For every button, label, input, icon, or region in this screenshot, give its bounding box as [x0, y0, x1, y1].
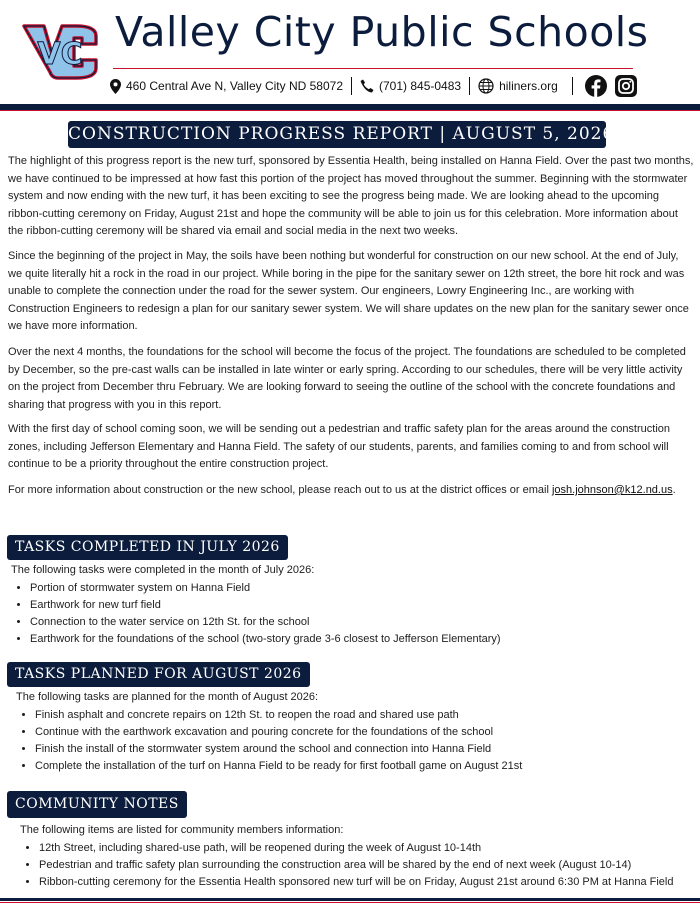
location-pin-icon — [110, 79, 121, 94]
paragraph-sewer: Since the beginning of the project in May, the soils have been nothing but wonderful for construction on our new school. At the end of July, we quite literally hit a rock in the road in our project. While boring in the pipe for the sanitary sewer on 12th street, the bore hit rock and was unable to complete the connection under the road for the sewer system. Our engineers, Lowry Engineering Inc., are working with Construction Engineers to redesign a plan for our sanitary sewer system. We will share updates on the new plan for the sanitary sewer once we have more information. — [8, 250, 689, 333]
website-text: hiliners.org — [499, 79, 558, 93]
globe-icon — [478, 78, 494, 94]
contact-text: For more information about construction or the new school, please reach out to us at the district offices or email — [8, 484, 552, 496]
website-item[interactable] — [478, 78, 558, 94]
address-text: 460 Central Ave N, Valley City ND 58072 — [126, 79, 344, 93]
list-item: • Portion of stormwater system on Hanna Field — [30, 580, 501, 597]
community-notes-intro: The following items are listed for community members information: — [20, 824, 344, 836]
list-item: • 12th Street, including shared-use path, will be reopened during the week of August 10-14th — [39, 840, 673, 857]
tasks-completed-heading: TASKS COMPLETED IN JULY 2026 — [7, 535, 288, 560]
phone-icon — [360, 79, 374, 93]
facebook-icon[interactable] — [585, 75, 607, 97]
community-notes-list — [23, 840, 673, 891]
list-item: • Ribbon-cutting ceremony for the Essentia Health sponsored new turf will be on Friday, August 21st around 6:30 PM at Hanna Field — [39, 874, 673, 891]
page-header — [0, 0, 700, 104]
social-links — [585, 75, 637, 97]
list-item: • Continue with the earthwork excavation and pouring concrete for the foundations of the school — [35, 724, 522, 741]
list-item: • Earthwork for new turf field — [30, 597, 501, 614]
phone-text: (701) 845-0483 — [379, 79, 462, 93]
title-divider — [113, 68, 633, 69]
contact-separator — [469, 77, 470, 95]
footer-accent-line — [0, 902, 700, 903]
list-item: • Earthwork for the foundations of the school (two-story grade 3-6 closest to Jefferson Elementary) — [30, 631, 501, 648]
tasks-completed-intro: The following tasks were completed in the month of July 2026: — [11, 564, 315, 576]
paragraph-turf: The highlight of this progress report is the new turf, sponsored by Essentia Health, being installed on Hanna Field. Over the past two months, we have continued to be impressed at how fast this portion of the project has moved throughout the summer. Beginning with the stormwater system and now ending with the new turf, it has been exciting to see the progress being made. We are looking ahead to the upcoming ribbon-cutting ceremony on Friday, August 21st and hope the community will be able to join us for this celebration. More information about the ribbon-cutting ceremony will be shared via email and social media in the next two weeks. — [8, 155, 694, 238]
community-notes-heading: COMMUNITY NOTES — [7, 791, 187, 818]
header-accent-line — [0, 110, 700, 111]
tasks-completed-list — [14, 580, 501, 648]
list-item: • Complete the installation of the turf on Hanna Field to be ready for first football game on August 21st — [35, 758, 522, 775]
tasks-planned-list — [19, 707, 522, 775]
tasks-planned-intro: The following tasks are planned for the month of August 2026: — [16, 691, 319, 703]
list-item: • Finish asphalt and concrete repairs on 12th St. to reopen the road and shared use path — [35, 707, 522, 724]
page-title: Valley City Public Schools — [115, 8, 649, 56]
vc-logo — [22, 20, 98, 84]
list-item: • Finish the install of the stormwater system around the school and connection into Hanna Field — [35, 741, 522, 758]
instagram-icon[interactable] — [615, 75, 637, 97]
report-title: CONSTRUCTION PROGRESS REPORT | AUGUST 5, 2026 — [68, 121, 606, 148]
paragraph-foundations: Over the next 4 months, the foundations for the school will become the focus of the project. The foundations are scheduled to be completed by December, so the pre-cast walls can be installed in late winter or early spring. According to our schedules, there will be very little activity on the project from December thru February. We are looking forward to seeing the outline of the school with the concrete foundations and sharing that progress with you in this report. — [8, 346, 686, 411]
tasks-planned-heading: TASKS PLANNED FOR AUGUST 2026 — [7, 662, 310, 687]
list-item: • Pedestrian and traffic safety plan surrounding the construction area will be shared by the end of next week (August 10-14) — [39, 857, 673, 874]
paragraph-contact — [8, 482, 694, 500]
email-link[interactable]: josh.johnson@k12.nd.us — [551, 484, 673, 496]
logo-text: VC — [37, 37, 83, 72]
list-item: • Connection to the water service on 12th St. for the school — [30, 614, 501, 631]
contact-separator — [572, 77, 573, 95]
contact-separator — [351, 77, 352, 95]
phone-item[interactable] — [360, 79, 461, 93]
contact-bar — [110, 75, 637, 97]
address-item — [110, 79, 343, 94]
contact-end: . — [672, 484, 676, 496]
footer-band — [0, 898, 700, 901]
paragraph-safety: With the first day of school coming soon, we will be sending out a pedestrian and traffic safety plan for the areas around the construction zones, including Jefferson Elementary and Hanna Field. The safety of our students, parents, and families coming to and from school will continue to be a priority throughout the entire construction project. — [8, 423, 671, 471]
